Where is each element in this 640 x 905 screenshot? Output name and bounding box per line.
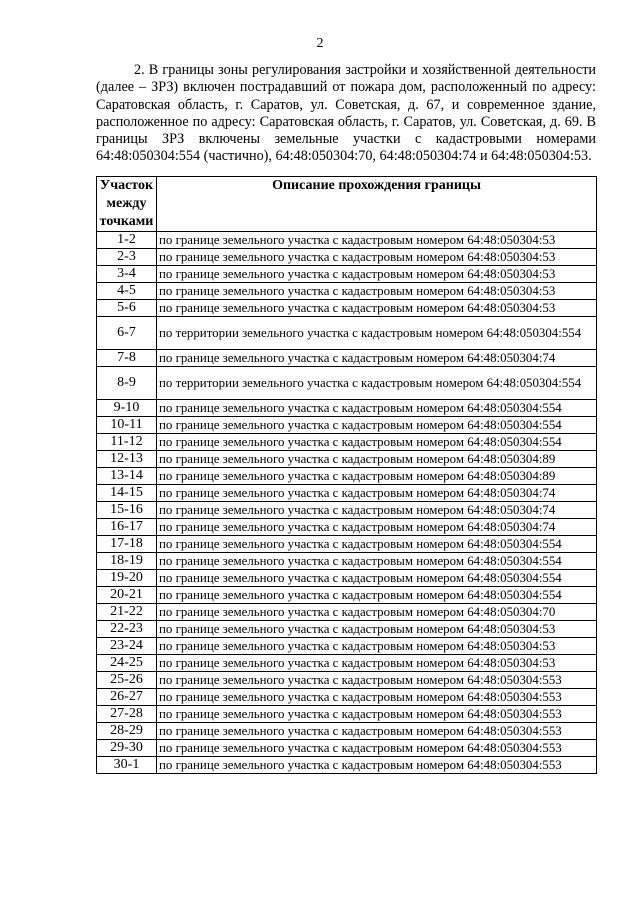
description-cell: по границе земельного участка с кадастровым номером 64:48:050304:554 bbox=[157, 434, 597, 451]
description-cell: по границе земельного участка с кадастровым номером 64:48:050304:553 bbox=[157, 740, 597, 757]
segment-cell: 16-17 bbox=[97, 519, 157, 536]
table-row bbox=[97, 300, 597, 317]
description-cell: по границе земельного участка с кадастровым номером 64:48:050304:554 bbox=[157, 536, 597, 553]
table-row bbox=[97, 757, 597, 774]
table-row bbox=[97, 689, 597, 706]
description-cell: по границе земельного участка с кадастровым номером 64:48:050304:53 bbox=[157, 266, 597, 283]
segment-cell: 18-19 bbox=[97, 553, 157, 570]
description-cell: по границе земельного участка с кадастровым номером 64:48:050304:89 bbox=[157, 468, 597, 485]
segment-cell: 20-21 bbox=[97, 587, 157, 604]
description-cell: по границе земельного участка с кадастровым номером 64:48:050304:74 bbox=[157, 519, 597, 536]
description-cell: по границе земельного участка с кадастровым номером 64:48:050304:553 bbox=[157, 723, 597, 740]
table-row bbox=[97, 553, 597, 570]
description-cell: по границе земельного участка с кадастровым номером 64:48:050304:89 bbox=[157, 451, 597, 468]
table-row bbox=[97, 434, 597, 451]
segment-cell: 7-8 bbox=[97, 350, 157, 367]
table-row bbox=[97, 283, 597, 300]
page-number: 2 bbox=[316, 36, 324, 51]
segment-cell: 12-13 bbox=[97, 451, 157, 468]
segment-cell: 19-20 bbox=[97, 570, 157, 587]
table-row bbox=[97, 519, 597, 536]
table-row bbox=[97, 706, 597, 723]
table-row bbox=[97, 638, 597, 655]
table-row bbox=[97, 417, 597, 434]
description-cell: по территории земельного участка с кадастровым номером 64:48:050304:554 bbox=[157, 367, 597, 400]
description-cell: по территории земельного участка с кадастровым номером 64:48:050304:554 bbox=[157, 317, 597, 350]
description-cell: по границе земельного участка с кадастровым номером 64:48:050304:554 bbox=[157, 553, 597, 570]
segment-cell: 17-18 bbox=[97, 536, 157, 553]
description-cell: по границе земельного участка с кадастровым номером 64:48:050304:554 bbox=[157, 570, 597, 587]
description-cell: по границе земельного участка с кадастровым номером 64:48:050304:74 bbox=[157, 502, 597, 519]
segment-cell: 26-27 bbox=[97, 689, 157, 706]
description-cell: по границе земельного участка с кадастровым номером 64:48:050304:53 bbox=[157, 249, 597, 266]
table-body bbox=[97, 232, 597, 774]
description-cell: по границе земельного участка с кадастровым номером 64:48:050304:53 bbox=[157, 638, 597, 655]
description-cell: по границе земельного участка с кадастровым номером 64:48:050304:74 bbox=[157, 350, 597, 367]
description-cell: по границе земельного участка с кадастровым номером 64:48:050304:53 bbox=[157, 283, 597, 300]
table-row bbox=[97, 587, 597, 604]
description-cell: по границе земельного участка с кадастровым номером 64:48:050304:553 bbox=[157, 672, 597, 689]
segment-cell: 4-5 bbox=[97, 283, 157, 300]
segment-cell: 24-25 bbox=[97, 655, 157, 672]
segment-cell: 15-16 bbox=[97, 502, 157, 519]
description-cell: по границе земельного участка с кадастровым номером 64:48:050304:553 bbox=[157, 706, 597, 723]
description-cell: по границе земельного участка с кадастровым номером 64:48:050304:53 bbox=[157, 621, 597, 638]
table-row bbox=[97, 249, 597, 266]
table-row bbox=[97, 451, 597, 468]
segment-cell: 8-9 bbox=[97, 367, 157, 400]
segment-cell: 6-7 bbox=[97, 317, 157, 350]
segment-cell: 10-11 bbox=[97, 417, 157, 434]
description-cell: по границе земельного участка с кадастровым номером 64:48:050304:53 bbox=[157, 232, 597, 249]
table-row bbox=[97, 723, 597, 740]
table-row bbox=[97, 536, 597, 553]
description-cell: по границе земельного участка с кадастровым номером 64:48:050304:53 bbox=[157, 655, 597, 672]
segment-cell: 11-12 bbox=[97, 434, 157, 451]
segment-cell: 14-15 bbox=[97, 485, 157, 502]
table-row bbox=[97, 367, 597, 400]
segment-cell: 3-4 bbox=[97, 266, 157, 283]
segment-cell: 1-2 bbox=[97, 232, 157, 249]
segment-cell: 28-29 bbox=[97, 723, 157, 740]
table-row bbox=[97, 400, 597, 417]
segment-cell: 5-6 bbox=[97, 300, 157, 317]
header-segment: Участок между точками bbox=[97, 177, 157, 232]
table-row bbox=[97, 350, 597, 367]
segment-cell: 29-30 bbox=[97, 740, 157, 757]
description-cell: по границе земельного участка с кадастровым номером 64:48:050304:554 bbox=[157, 417, 597, 434]
table-row bbox=[97, 672, 597, 689]
description-cell: по границе земельного участка с кадастровым номером 64:48:050304:53 bbox=[157, 300, 597, 317]
header-description: Описание прохождения границы bbox=[157, 177, 597, 232]
description-cell: по границе земельного участка с кадастровым номером 64:48:050304:74 bbox=[157, 485, 597, 502]
segment-cell: 25-26 bbox=[97, 672, 157, 689]
description-cell: по границе земельного участка с кадастровым номером 64:48:050304:553 bbox=[157, 689, 597, 706]
description-cell: по границе земельного участка с кадастровым номером 64:48:050304:553 bbox=[157, 757, 597, 774]
segment-cell: 30-1 bbox=[97, 757, 157, 774]
description-cell: по границе земельного участка с кадастровым номером 64:48:050304:554 bbox=[157, 587, 597, 604]
table-row bbox=[97, 740, 597, 757]
table-row bbox=[97, 655, 597, 672]
intro-paragraph: 2. В границы зоны регулирования застройки и хозяйственной деятельности (далее – ЗРЗ) включен пострадавший от пожара дом, расположенный по адресу: Саратовская область, г. Саратов, ул. Советская, д. 67, и современное здание, расположенное по адресу: Саратовская область, г. Саратов, ул. Советская, д. 69. В границы ЗРЗ включены земельные участки с кадастровыми номерами 64:48:050304:554 (частично), 64:48:050304:70, 64:48:050304:74 и 64:48:050304:53. bbox=[96, 62, 596, 165]
segment-cell: 2-3 bbox=[97, 249, 157, 266]
boundary-table bbox=[96, 176, 597, 774]
table-row bbox=[97, 621, 597, 638]
table-row bbox=[97, 317, 597, 350]
table-row bbox=[97, 485, 597, 502]
table-row bbox=[97, 570, 597, 587]
segment-cell: 13-14 bbox=[97, 468, 157, 485]
table-header-row bbox=[97, 177, 597, 232]
table-row bbox=[97, 468, 597, 485]
segment-cell: 22-23 bbox=[97, 621, 157, 638]
segment-cell: 27-28 bbox=[97, 706, 157, 723]
table-row bbox=[97, 232, 597, 249]
segment-cell: 23-24 bbox=[97, 638, 157, 655]
table-row bbox=[97, 266, 597, 283]
segment-cell: 21-22 bbox=[97, 604, 157, 621]
description-cell: по границе земельного участка с кадастровым номером 64:48:050304:554 bbox=[157, 400, 597, 417]
segment-cell: 9-10 bbox=[97, 400, 157, 417]
table-row bbox=[97, 604, 597, 621]
table-row bbox=[97, 502, 597, 519]
description-cell: по границе земельного участка с кадастровым номером 64:48:050304:70 bbox=[157, 604, 597, 621]
